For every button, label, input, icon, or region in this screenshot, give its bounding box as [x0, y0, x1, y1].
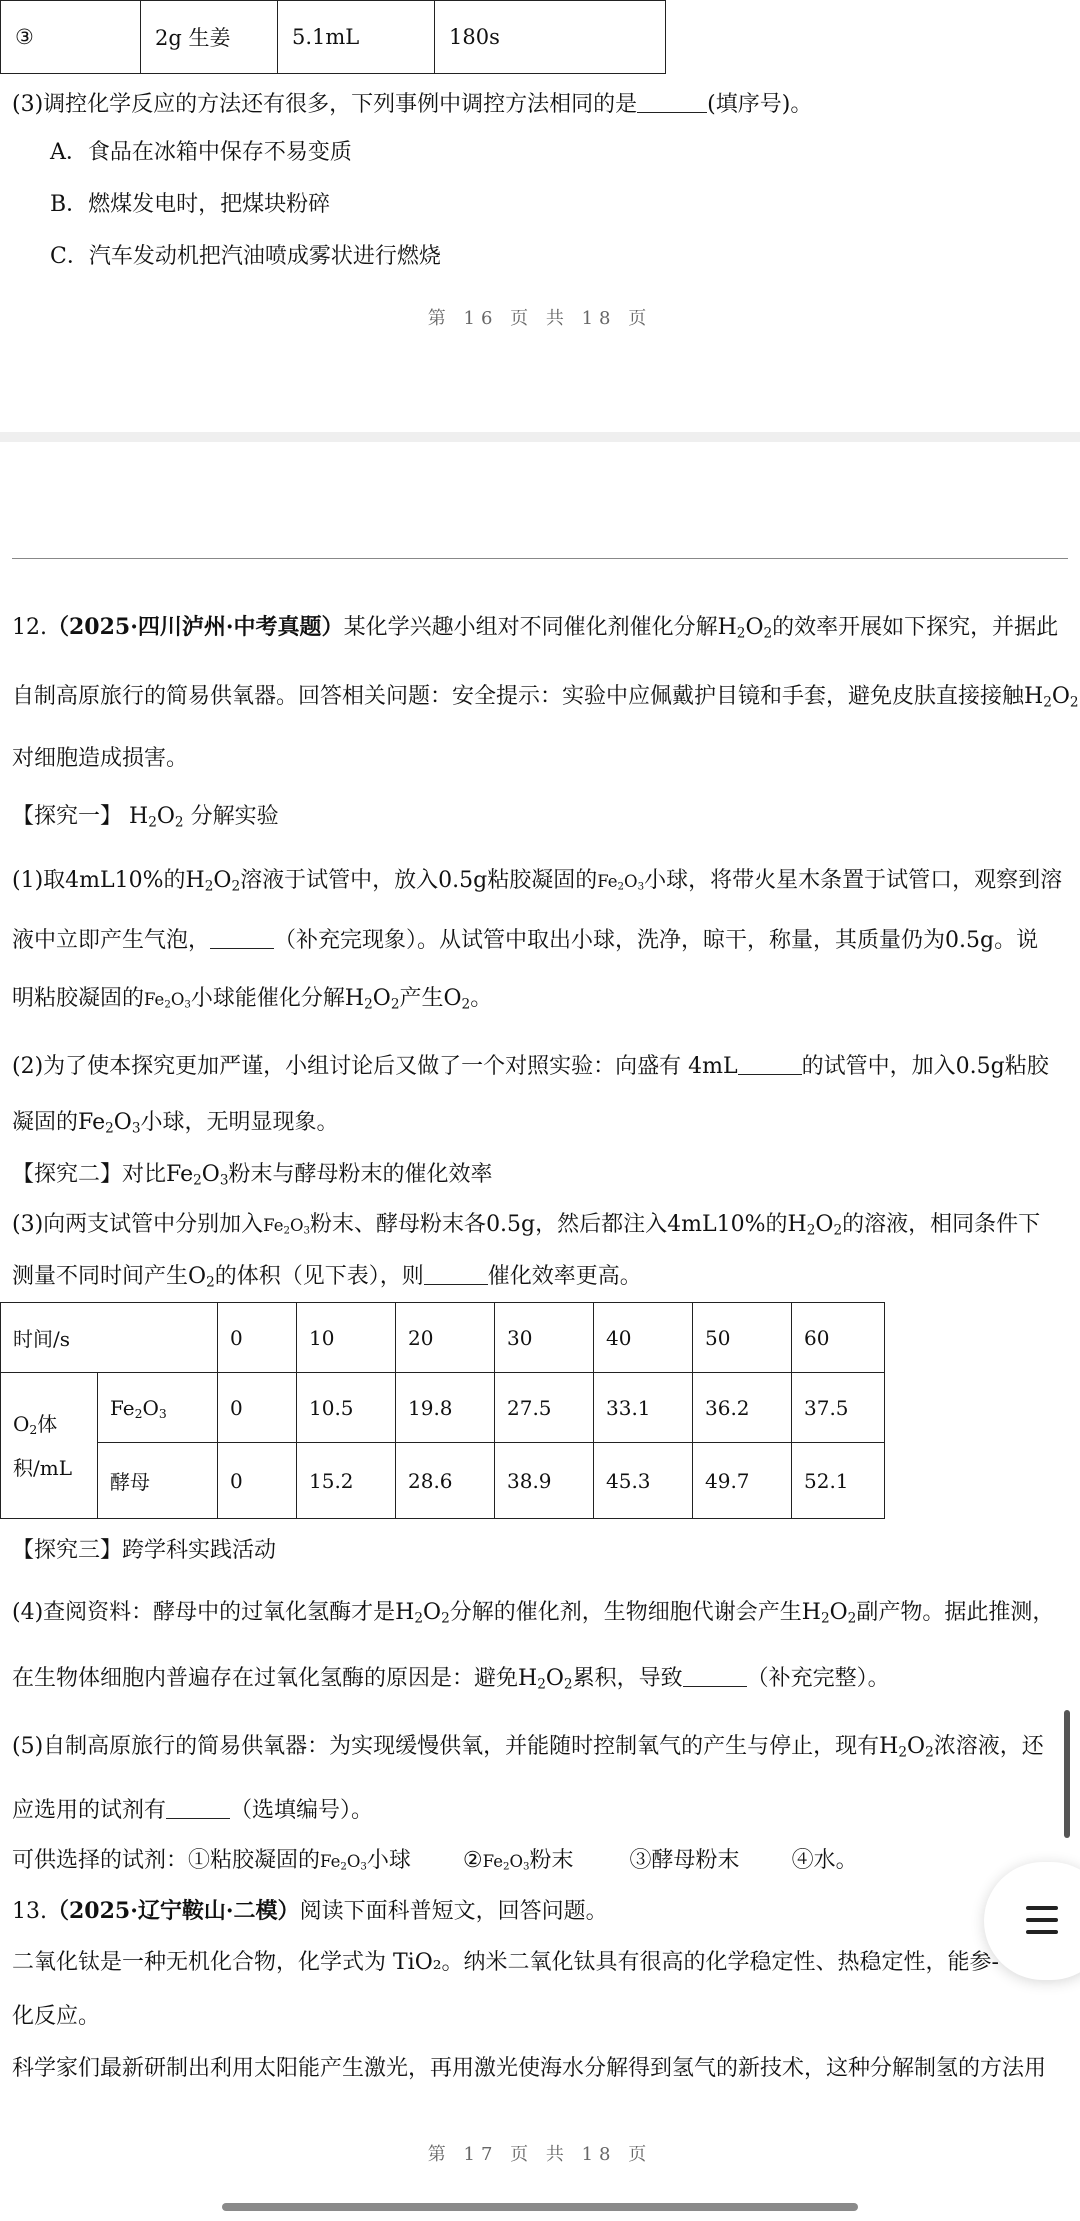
question-12-line3: 对细胞造成损害。: [12, 746, 189, 771]
table-cell: 60: [792, 1303, 885, 1373]
table-cell: 40: [594, 1303, 693, 1373]
table-row: [1, 1, 666, 74]
table-cell: 2g 生姜: [141, 1, 278, 74]
answer-blank: [637, 90, 707, 113]
scrollbar[interactable]: [1064, 1710, 1070, 1838]
table-row: [1, 1443, 885, 1519]
part-5-line2: 应选用的试剂有 （选填编号）。: [12, 1798, 374, 1823]
question-13-line3: 科学家们最新研制出利用太阳能产生激光，再用激光使海水分解得到氢气的新技术，这种分解制氢的方法用: [12, 2056, 1047, 2081]
table-cell: 36.2: [693, 1373, 792, 1443]
answer-blank: [210, 926, 274, 949]
part-4-line1: (4)查阅资料：酵母中的过氧化氢酶才是$H_2O_2$分解的催化剂，生物细胞代谢会产生$H_2O_2$副产物。据此推测，: [12, 1600, 1055, 1627]
part-3-line1: (3)向两支试管中分别加入$Fe_2O_3$粉末、酵母粉末各0.5g，然后都注入4mL10%的$H_2O_2$的溶液，相同条件下: [12, 1212, 1041, 1239]
question-13-intro: 13.（2025·辽宁鞍山·二模）阅读下面科普短文，回答问题。: [12, 1898, 608, 1924]
explore-2-heading: 【探究二】对比$Fe_2O_3$粉末与酵母粉末的催化效率: [12, 1162, 493, 1189]
table-row-label-yeast: 酵母: [98, 1443, 218, 1519]
formula-fe2o3: $Fe_2O_3$: [78, 1110, 141, 1137]
table-cell: 49.7: [693, 1443, 792, 1519]
formula-fe2o3: $Fe_2O_3$: [597, 872, 645, 893]
question-13-line2: 化反应。: [12, 2004, 101, 2029]
table-row-group-label: $O_2$体 积/mL: [1, 1373, 98, 1519]
question-source: （2025·辽宁鞍山·二模）: [47, 1898, 300, 1924]
formula-fe2o3: $Fe_2O_3$: [482, 1852, 530, 1873]
question-3-text: (3)调控化学反应的方法还有很多，下列事例中调控方法相同的是 (填序号)。: [12, 92, 813, 117]
explore-3-heading: 【探究三】跨学科实践活动: [12, 1538, 277, 1563]
option-a: A．食品在冰箱中保存不易变质: [50, 140, 352, 165]
table-cell: 52.1: [792, 1443, 885, 1519]
part-5-line1: (5)自制高原旅行的简易供氧器：为实现缓慢供氧，并能随时控制氧气的产生与停止，现有$H_2O_2$浓溶液，还: [12, 1734, 1044, 1761]
table-cell: 0: [218, 1443, 297, 1519]
formula-o2: $O_2$: [443, 986, 471, 1013]
table-cell: ③: [1, 1, 141, 74]
formula-h2o2: $H_2O_2$: [518, 1666, 573, 1693]
formula-h2o2: $H_2O_2$: [1024, 684, 1079, 711]
table-cell: 10: [297, 1303, 396, 1373]
table-cell: 28.6: [396, 1443, 495, 1519]
formula-fe2o3: $Fe_2O_3$: [144, 990, 191, 1011]
page-footer: 第 17 页 共 18 页: [427, 2144, 653, 2165]
question-source: （2025·四川泸州·中考真题）: [47, 614, 344, 640]
part-2-line1: (2)为了使本探究更加严谨，小组讨论后又做了一个对照实验：向盛有 4mL 的试管中，加入0.5g粘胶: [12, 1054, 1049, 1079]
answer-blank: [424, 1262, 488, 1285]
answer-blank: [738, 1052, 802, 1075]
question-12-line2: 自制高原旅行的简易供氧器。回答相关问题：安全提示：实验中应佩戴护目镜和手套，避免皮肤直接接触$H_2O_2$: [12, 684, 1079, 711]
question-12-intro: 12.（2025·四川泸州·中考真题）某化学兴趣小组对不同催化剂催化分解$H_2O_2$的效率开展如下探究，并据此: [12, 614, 1059, 642]
table-cell: 15.2: [297, 1443, 396, 1519]
table-cell: 19.8: [396, 1373, 495, 1443]
answer-blank: [166, 1796, 230, 1819]
experiment-table-fragment: [0, 0, 666, 74]
formula-h2o2: $H_2O_2$: [129, 804, 184, 831]
formula-h2o2: $H_2O_2$: [787, 1212, 843, 1239]
table-cell: 20: [396, 1303, 495, 1373]
option-c: C．汽车发动机把汽油喷成雾状进行燃烧: [50, 244, 441, 269]
table-cell: 37.5: [792, 1373, 885, 1443]
formula-o2: $O_2$: [188, 1264, 215, 1291]
part-1-line2: 液中立即产生气泡， （补充完现象）。从试管中取出小球，洗净，晾干，称量，其质量仍为0.5g。说: [12, 928, 1039, 953]
table-cell: 45.3: [594, 1443, 693, 1519]
oxygen-volume-table: [0, 1302, 885, 1519]
part-4-line2: 在生物体细胞内普遍存在过氧化氢酶的原因是：避免$H_2O_2$累积，导致 （补充完整）。: [12, 1666, 890, 1693]
table-cell: 27.5: [495, 1373, 594, 1443]
table-cell: 50: [693, 1303, 792, 1373]
formula-h2o2: $H_2O_2$: [801, 1600, 857, 1627]
table-cell: 5.1mL: [278, 1, 435, 74]
header-rule: [12, 558, 1068, 559]
table-cell: 0: [218, 1303, 297, 1373]
table-row: [1, 1373, 885, 1443]
table-cell: 0: [218, 1373, 297, 1443]
table-cell: 38.9: [495, 1443, 594, 1519]
formula-h2o2: $H_2O_2$: [185, 868, 241, 895]
hamburger-menu-icon: [1026, 1906, 1058, 1934]
answer-blank: [683, 1664, 747, 1687]
option-b: B．燃煤发电时，把煤块粉碎: [50, 192, 331, 217]
table-cell: 30: [495, 1303, 594, 1373]
part-1-line3: 明粘胶凝固的$Fe_2O_3$小球能催化分解$H_2O_2$产生$O_2$。: [12, 986, 493, 1013]
formula-h2o2: $H_2O_2$: [717, 615, 773, 642]
reagent-options: 可供选择的试剂：①粘胶凝固的$Fe_2O_3$小球 $②Fe_2O_3$粉末 ③酵母粉末 ④水。: [12, 1848, 858, 1873]
part-1-line1: (1)取4mL10%的$H_2O_2$溶液于试管中，放入0.5g粘胶凝固的$Fe_2O_3$小球，将带火星木条置于试管口，观察到溶: [12, 868, 1063, 895]
table-row: [1, 1303, 885, 1373]
table-header-time: 时间/s: [1, 1303, 218, 1373]
formula-fe2o3: $Fe_2O_3$: [263, 1216, 311, 1237]
table-cell: 180s: [435, 1, 666, 74]
part-3-line2: 测量不同时间产生$O_2$的体积（见下表），则 催化效率更高。: [12, 1264, 642, 1291]
explore-1-heading: 【探究一】 $H_2O_2$ 分解实验: [12, 804, 279, 831]
page-separator: [0, 432, 1080, 442]
formula-fe2o3: $Fe_2O_3$: [166, 1162, 229, 1189]
formula-h2o2: $H_2O_2$: [344, 986, 400, 1013]
table-cell: 33.1: [594, 1373, 693, 1443]
home-indicator[interactable]: [222, 2203, 858, 2211]
part-2-line2: 凝固的$Fe_2O_3$小球，无明显现象。: [12, 1110, 339, 1137]
formula-h2o2: $H_2O_2$: [395, 1600, 450, 1627]
table-cell: 10.5: [297, 1373, 396, 1443]
formula-fe2o3: $Fe_2O_3$: [320, 1852, 367, 1873]
previous-page-fragment: [0, 0, 1080, 432]
current-page: [0, 442, 1080, 2221]
question-13-line1: 二氧化钛是一种无机化合物，化学式为 TiO₂。纳米二氧化钛具有很高的化学稳定性、热稳定性，能参-: [12, 1950, 999, 1975]
page-footer: 第 16 页 共 18 页: [427, 308, 653, 329]
table-row-label-fe2o3: $Fe_2O_3$: [98, 1373, 218, 1443]
formula-h2o2: $H_2O_2$: [879, 1734, 934, 1761]
